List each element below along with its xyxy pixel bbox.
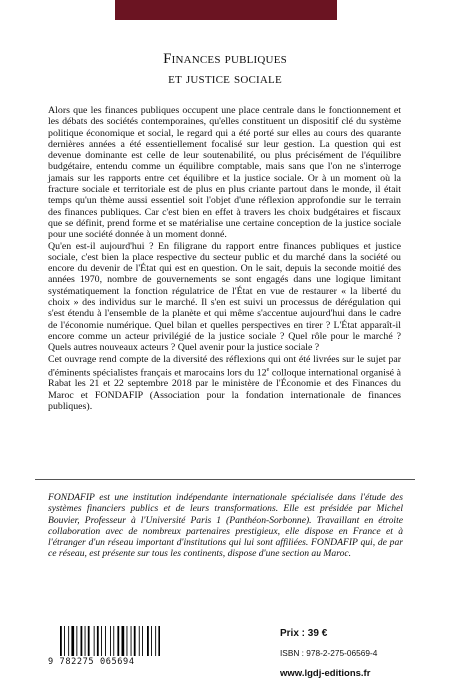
isbn-label: ISBN : 978-2-275-06569-4 bbox=[280, 648, 378, 658]
summary-paragraph-2: Qu'en est-il aujourd'hui ? En filigrane du rapport entre finances publiques et justice sociale, c'est bien la place respective du secteur public et du marché dans la société ou encore du devenir de l'État qui est en question. On le sait, depuis la seconde moitié des années 1970, nombre de gouvernements se sont engagés dans une logique limitant systématiquement la fonction régulatrice de l'État en vue de restaurer « la liberté du choix » des individus sur le marché. Il s'en est suivi un processus de dérégulation qui s'est étendu à l'ensemble de la planète et qui même s'accentue aujourd'hui dans le cadre de l'économie numérique. Quel bilan et quelles perspectives en tirer ? L'État apparaît-il encore comme un acteur privilégié de la justice sociale ? Quel rôle pour le marché ? Quels autres nouveaux acteurs ? Quel avenir pour la justice sociale ? bbox=[48, 240, 401, 354]
book-title-line1: Finances publiques bbox=[163, 51, 287, 67]
price-label: Prix : 39 € bbox=[280, 628, 328, 639]
ordinal-superscript: e bbox=[266, 366, 270, 373]
fondafip-description: FONDAFIP est une institution indépendante internationale spécialisée dans l'étude des systèmes financiers publics et de leurs transformations. Elle est présidée par Michel Bouvier, Professeur à l'Université Paris 1 (Panthéon-Sorbonne). Travaillant en étroite collaboration avec de nombreux partenaires prestigieux, elle dispose en France et à l'étranger d'un réseau important d'institutions qui lui sont affiliées. FONDAFIP qui, de par ce réseau, est présente sur tous les continents, dispose d'une section au Maroc. bbox=[48, 492, 403, 560]
back-cover-summary bbox=[48, 105, 401, 412]
summary-paragraph-3 bbox=[48, 354, 401, 413]
publisher-website-link[interactable]: www.lgdj-editions.fr bbox=[280, 668, 371, 679]
paragraph-3-start: Cet ouvrage rend compte de la diversité des réflexions qui ont été livrées sur le sujet par d'éminents spécialistes français et marocains lors du 12 bbox=[48, 353, 401, 379]
summary-paragraph-1: Alors que les finances publiques occupent une place centrale dans le fonctionnement et les débats des sociétés contemporaines, qu'elles constituent un dispositif clé du système politique économique et social, le regard qui a été porté sur elles au cours des quarante dernières années a été essentiellement focalisé sur leur gestion. La question qui est devenue dominante est celle de leur soutenabilité, ou plus précisément de l'équilibre budgétaire, entendu comme un équilibre comptable, mais sans que l'on ne s'interroge jamais sur les rapports entre cet équilibre et la justice sociale. Or à un moment où la fracture sociale et territoriale est de plus en plus criante partout dans le monde, il était temps qu'un thème aussi essentiel soit l'objet d'une réflexion approfondie sur le terrain des finances publiques. Car c'est bien en effet à travers les choix budgétaires et fiscaux que se définit, prend forme et se matérialise une certaine conception de la justice sociale pour une société donnée à un moment donné. bbox=[48, 105, 401, 241]
barcode-icon bbox=[60, 626, 160, 656]
barcode-number: 9 782275 065694 bbox=[48, 657, 135, 667]
paragraph-3-end: colloque international organisé à Rabat les 21 et 22 septembre 2018 par le ministère de l'Économie et des Finances du Maroc et FONDAFIP (Association pour la fondation internationale de finances publiques). bbox=[48, 367, 401, 413]
cover-top-bar bbox=[115, 0, 337, 20]
book-title-line2: et justice sociale bbox=[168, 71, 282, 87]
section-divider bbox=[35, 479, 415, 480]
